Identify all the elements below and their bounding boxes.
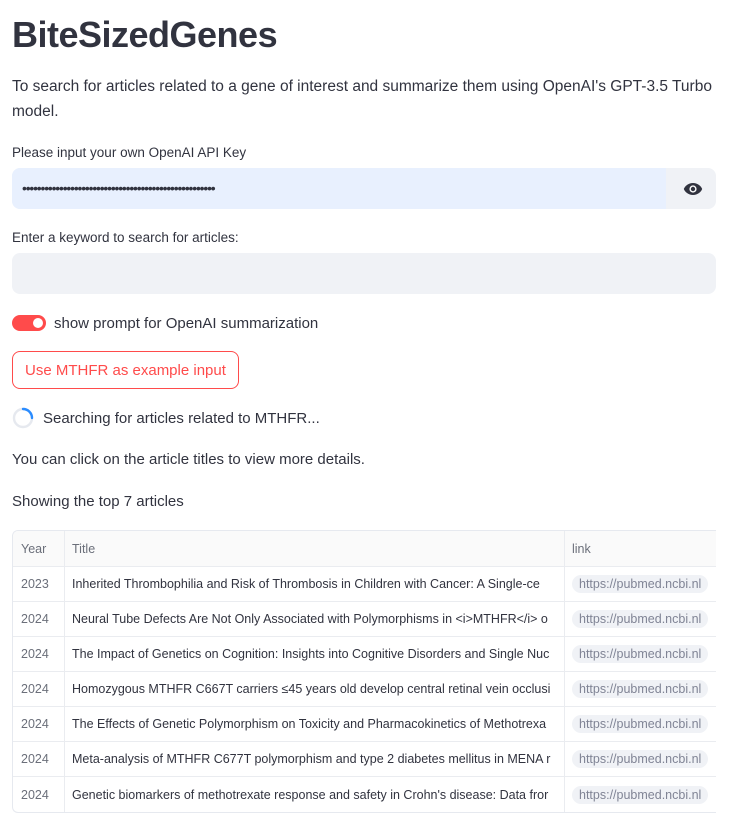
result-count-text: Showing the top 7 articles <box>12 493 184 510</box>
table-row[interactable] <box>13 672 716 707</box>
link-cell[interactable] <box>565 672 716 706</box>
hint-text: You can click on the article titles to view more details. <box>12 451 365 468</box>
title-cell[interactable]: Homozygous MTHFR C667T carriers ≤45 years old develop central retinal vein occlusi <box>65 672 565 706</box>
example-input-button[interactable]: Use MTHFR as example input <box>12 351 239 389</box>
year-cell: 2024 <box>13 777 65 812</box>
table-row[interactable] <box>13 707 716 742</box>
spinner-icon <box>12 407 34 429</box>
api-key-label: Please input your own OpenAI API Key <box>12 145 247 160</box>
keyword-field[interactable] <box>12 253 716 294</box>
prompt-toggle-switch[interactable] <box>12 315 46 331</box>
title-cell[interactable]: Meta-analysis of MTHFR C677T polymorphism and type 2 diabetes mellitus in MENA r <box>65 742 565 776</box>
keyword-input[interactable] <box>12 253 716 294</box>
prompt-toggle-row[interactable] <box>12 312 318 334</box>
table-row[interactable] <box>13 567 716 602</box>
link-cell[interactable] <box>565 567 716 601</box>
link-pill[interactable]: https://pubmed.ncbi.nl <box>572 680 708 698</box>
table-row[interactable] <box>13 637 716 672</box>
header-link[interactable]: link <box>572 541 591 556</box>
link-pill[interactable]: https://pubmed.ncbi.nl <box>572 645 708 663</box>
link-cell[interactable] <box>565 707 716 741</box>
year-cell: 2024 <box>13 707 65 741</box>
keyword-label: Enter a keyword to search for articles: <box>12 230 239 245</box>
year-cell: 2024 <box>13 672 65 706</box>
link-cell[interactable] <box>565 602 716 636</box>
toggle-knob <box>33 318 43 328</box>
table-row[interactable] <box>13 602 716 637</box>
eye-icon[interactable] <box>680 176 706 202</box>
title-cell[interactable]: Genetic biomarkers of methotrexate response and safety in Crohn's disease: Data fror <box>65 777 565 812</box>
year-cell: 2024 <box>13 742 65 776</box>
api-key-masked-value[interactable]: •••••••••••••••••••••••••••••••••••••••••••••••••••• <box>22 180 215 196</box>
title-cell[interactable]: The Impact of Genetics on Cognition: Insights into Cognitive Disorders and Single Nuc <box>65 637 565 671</box>
table-header <box>13 531 716 567</box>
table-row[interactable] <box>13 742 716 777</box>
link-pill[interactable]: https://pubmed.ncbi.nl <box>572 750 708 768</box>
articles-table[interactable] <box>12 530 716 813</box>
app-title: BiteSizedGenes <box>12 14 278 55</box>
year-cell: 2024 <box>13 602 65 636</box>
table-row[interactable] <box>13 777 716 812</box>
search-status-text: Searching for articles related to MTHFR... <box>43 409 320 427</box>
header-title[interactable]: Title <box>65 531 565 566</box>
intro-text: To search for articles related to a gene of interest and summarize them using OpenAI's GPT-3.5 Turbo model. <box>12 78 712 120</box>
header-year[interactable]: Year <box>13 531 65 566</box>
title-cell[interactable]: The Effects of Genetic Polymorphism on Toxicity and Pharmacokinetics of Methotrexa <box>65 707 565 741</box>
link-cell[interactable] <box>565 637 716 671</box>
year-cell: 2024 <box>13 637 65 671</box>
link-pill[interactable]: https://pubmed.ncbi.nl <box>572 786 708 804</box>
link-pill[interactable]: https://pubmed.ncbi.nl <box>572 575 708 593</box>
search-status <box>12 407 320 429</box>
link-cell[interactable] <box>565 777 716 812</box>
title-cell[interactable]: Neural Tube Defects Are Not Only Associated with Polymorphisms in <i>MTHFR</i> o <box>65 602 565 636</box>
year-cell: 2023 <box>13 567 65 601</box>
title-cell[interactable]: Inherited Thrombophilia and Risk of Thrombosis in Children with Cancer: A Single-ce <box>65 567 565 601</box>
prompt-toggle-label: show prompt for OpenAI summarization <box>54 314 319 332</box>
link-pill[interactable]: https://pubmed.ncbi.nl <box>572 610 708 628</box>
api-key-field[interactable] <box>12 168 716 209</box>
link-pill[interactable]: https://pubmed.ncbi.nl <box>572 715 708 733</box>
link-cell[interactable] <box>565 742 716 776</box>
